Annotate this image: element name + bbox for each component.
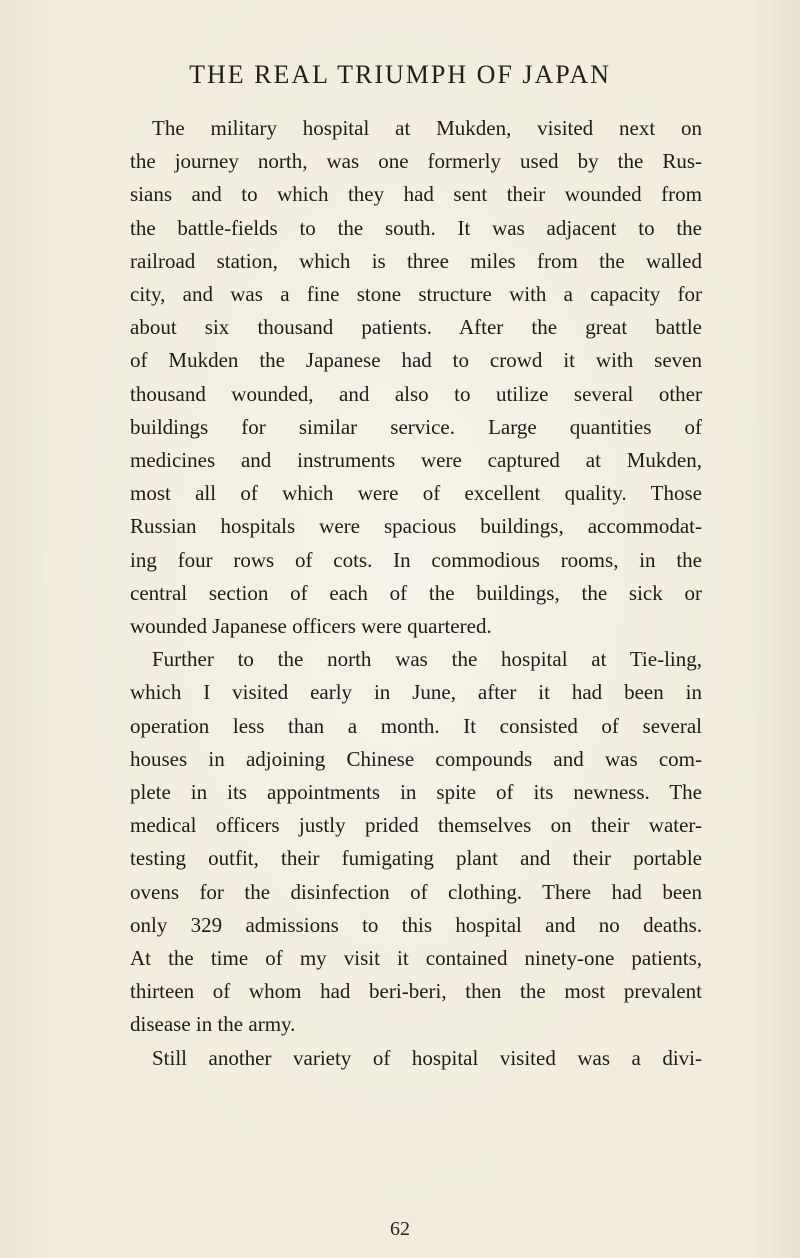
text-line: houses in adjoining Chinese compounds and was com- [130, 746, 702, 771]
text-line: The military hospital at Mukden, visited next on [152, 116, 702, 140]
text-line: which I visited early in June, after it had been in [130, 680, 702, 705]
running-head: THE REAL TRIUMPH OF JAPAN [189, 60, 611, 89]
text-line: city, and was a fine stone structure with a capacity for [130, 282, 702, 307]
text-line: medical officers justly prided themselves on their water- [130, 813, 702, 838]
page-number: 62 [390, 1218, 410, 1240]
text-line: thirteen of whom had beri-beri, then the most prevalent [130, 979, 702, 1004]
text-line: buildings for similar service. Large quantities of [130, 414, 702, 439]
text-line: the journey north, was one formerly used by the Rus- [130, 149, 702, 174]
text-line: disease in the army. [130, 1012, 296, 1037]
text-line: the battle-fields to the south. It was adjacent to the [130, 215, 702, 240]
text-line: most all of which were of excellent quality. Those [130, 481, 702, 506]
text-line: Russian hospitals were spacious buildings, accommodat- [130, 514, 702, 539]
text-line: Still another variety of hospital visited was a divi- [152, 1045, 702, 1070]
text-line: sians and to which they had sent their wounded from [130, 182, 702, 207]
text-line: only 329 admissions to this hospital and no deaths. [130, 912, 702, 937]
text-line: ovens for the disinfection of clothing. There had been [130, 879, 702, 904]
text-line: Further to the north was the hospital at Tie-ling, [152, 647, 702, 672]
text-line: about six thousand patients. After the great battle [130, 315, 702, 340]
body-text [130, 112, 702, 1075]
text-line: ing four rows of cots. In commodious rooms, in the [130, 547, 702, 572]
text-line: wounded Japanese officers were quartered. [130, 614, 492, 639]
text-line: railroad station, which is three miles from the walled [130, 248, 702, 273]
text-line: central section of each of the buildings, the sick or [130, 580, 702, 605]
text-line: plete in its appointments in spite of its newness. The [130, 780, 702, 805]
text-line: operation less than a month. It consisted of several [130, 713, 702, 738]
text-line: medicines and instruments were captured at Mukden, [130, 448, 702, 473]
text-line: thousand wounded, and also to utilize several other [130, 381, 702, 406]
text-line: At the time of my visit it contained ninety-one patients, [130, 946, 702, 971]
text-line: testing outfit, their fumigating plant and their portable [130, 846, 702, 871]
text-line: of Mukden the Japanese had to crowd it with seven [130, 348, 702, 373]
